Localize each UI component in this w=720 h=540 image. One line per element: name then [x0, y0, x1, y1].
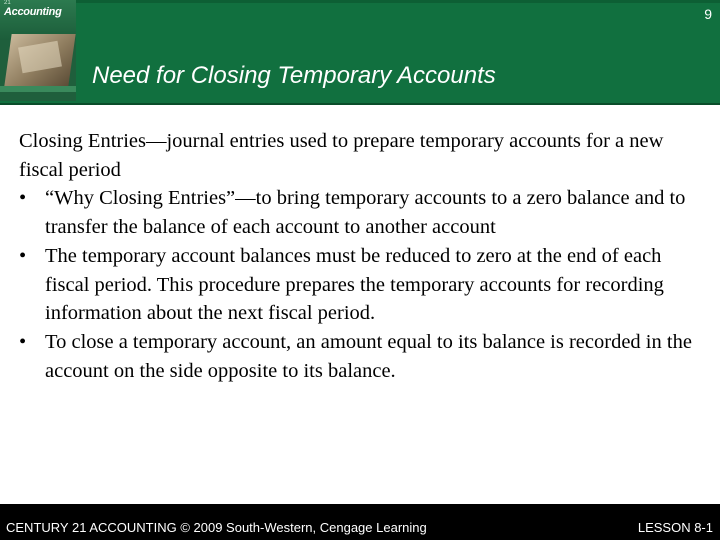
bullet-icon: •: [19, 330, 27, 353]
slide-number: 9: [704, 6, 712, 22]
bullet-item: [19, 328, 709, 385]
bullet-icon: •: [19, 244, 27, 267]
slide-title: Need for Closing Temporary Accounts: [92, 62, 496, 89]
book-cover-strip: [0, 86, 76, 92]
footer-lesson-number: LESSON 8-1: [637, 520, 713, 535]
header-rule: [76, 0, 720, 3]
book-cover-edition: 21: [4, 0, 11, 6]
bullet-text: The temporary account balances must be reduced to zero at the end of each fiscal period. This procedure prepares the temporary accounts for recording information about the next fiscal period.: [45, 244, 664, 325]
intro-definition: Closing Entries—journal entries used to prepare temporary accounts for a new fiscal period: [19, 130, 664, 181]
slide-footer: [0, 504, 720, 540]
bullet-list: [19, 184, 709, 385]
bullet-icon: •: [19, 187, 27, 210]
slide-header: [0, 0, 720, 105]
slide-body: [19, 127, 709, 385]
bullet-item: [19, 184, 709, 241]
bullet-text: To close a temporary account, an amount equal to its balance is recorded in the account on the side opposite to its balance.: [45, 330, 692, 382]
book-cover-title: Accounting: [4, 6, 62, 18]
footer-copyright: CENTURY 21 ACCOUNTING © 2009 South-Western, Cengage Learning: [6, 520, 427, 535]
book-cover-image: [0, 0, 76, 101]
bullet-text: “Why Closing Entries”—to bring temporary accounts to a zero balance and to transfer the balance of each account to another account: [45, 187, 686, 239]
bullet-item: [19, 242, 709, 328]
